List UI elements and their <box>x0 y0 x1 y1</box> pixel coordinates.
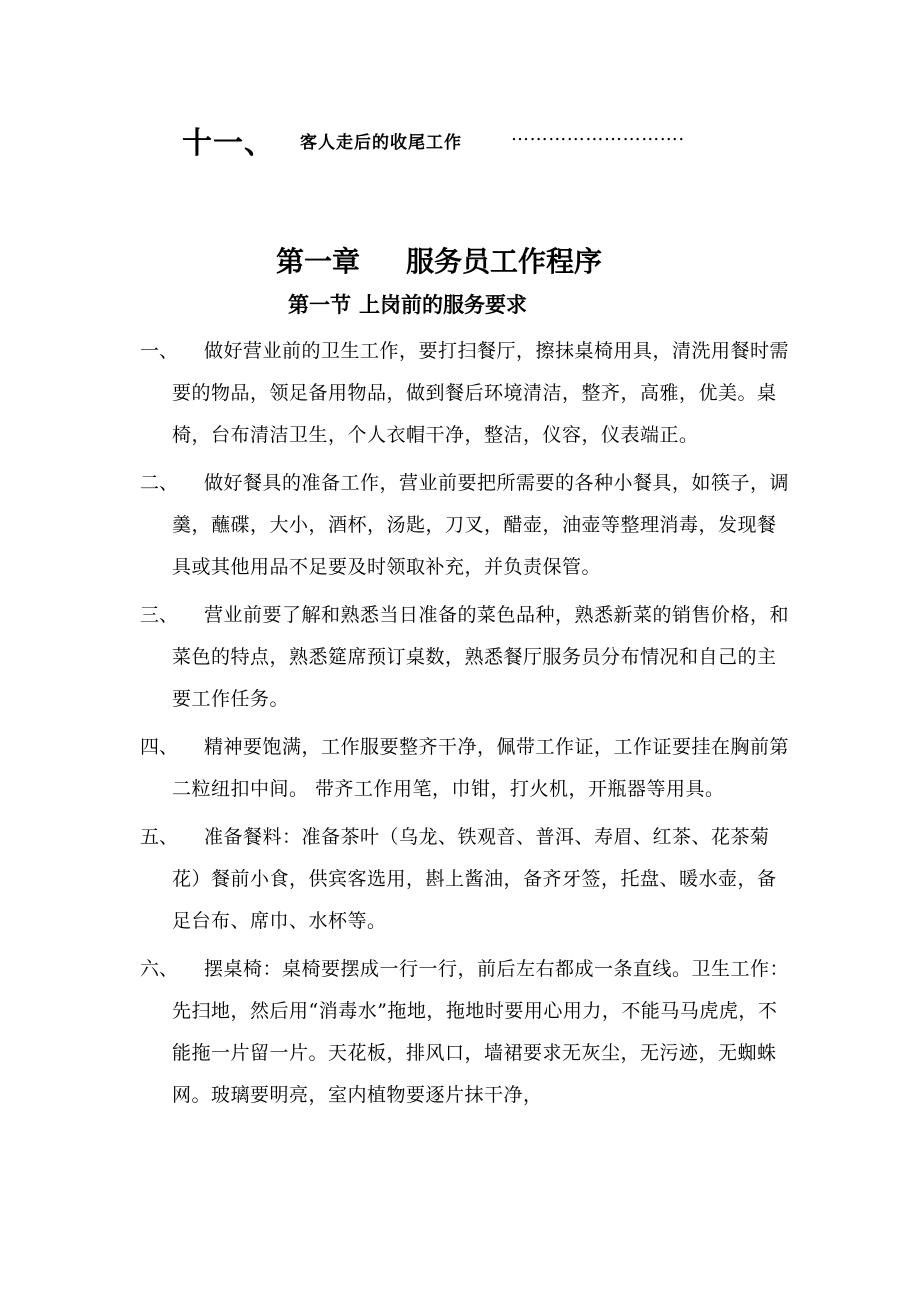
list-item-text: 营业前要了解和熟悉当日准备的菜色品种，熟悉新菜的销售价格，和菜色的特点，熟悉筵席预订桌数，熟悉餐厅服务员分布情况和自己的主要工作任务。 <box>172 604 790 710</box>
section-label: 第一节 <box>288 292 351 317</box>
list-item-text: 准备餐料：准备茶叶（乌龙、铁观音、普洱、寿眉、红茶、花茶菊花）餐前小食，供宾客选用，斟上酱油，备齐牙签，托盘、暖水壶，备足台布、席巾、水杯等。 <box>172 826 777 932</box>
chapter-heading <box>276 240 602 280</box>
item-list <box>0 330 920 1122</box>
list-item-marker: 一、 <box>140 340 179 362</box>
list-item <box>0 462 920 588</box>
toc-entry-leader: ………………………. <box>511 124 685 145</box>
list-item-marker: 二、 <box>140 472 179 494</box>
list-item <box>0 330 920 456</box>
list-item <box>0 594 920 720</box>
list-item-marker: 六、 <box>140 958 179 980</box>
list-item <box>0 726 920 810</box>
list-item-marker: 四、 <box>140 736 179 758</box>
chapter-title: 服务员工作程序 <box>406 245 603 278</box>
toc-entry <box>182 118 742 161</box>
toc-entry-title: 客人走后的收尾工作 <box>300 133 462 153</box>
list-item-text: 摆桌椅：桌椅要摆成一行一行，前后左右都成一条直线。卫生工作：先扫地，然后用“消毒水”拖地，拖地时要用心用力，不能马马虎虎，不能拖一片留一片。天花板，排风口，墙裙要求无灰尘，无污迹，无蜘蛛网。玻璃要明亮，室内植物要逐片抹干净， <box>172 958 790 1106</box>
section-heading <box>288 289 527 319</box>
list-item-text: 做好餐具的准备工作，营业前要把所需要的各种小餐具，如筷子，调羹，蘸碟，大小，酒杯，汤匙，刀叉，醋壶，油壶等整理消毒，发现餐具或其他用品不足要及时领取补充，并负责保管。 <box>172 472 790 578</box>
chapter-label: 第一章 <box>276 245 361 278</box>
list-item-marker: 三、 <box>140 604 179 626</box>
toc-entry-number: 十一、 <box>182 126 275 161</box>
section-title: 上岗前的服务要求 <box>359 292 527 317</box>
list-item <box>0 816 920 942</box>
list-item-marker: 五、 <box>140 826 179 848</box>
list-item-text: 精神要饱满，工作服要整齐干净，佩带工作证，工作证要挂在胸前第二粒纽扣中间。 带齐工作用笔，巾钳，打火机，开瓶器等用具。 <box>172 736 790 800</box>
list-item-text: 做好营业前的卫生工作，要打扫餐厅，擦抹桌椅用具，清洗用餐时需要的物品，领足备用物品，做到餐后环境清洁，整齐，高雅，优美。桌椅，台布清洁卫生，个人衣帽干净，整洁，仪容，仪表端正。 <box>172 340 790 446</box>
list-item <box>0 948 920 1116</box>
